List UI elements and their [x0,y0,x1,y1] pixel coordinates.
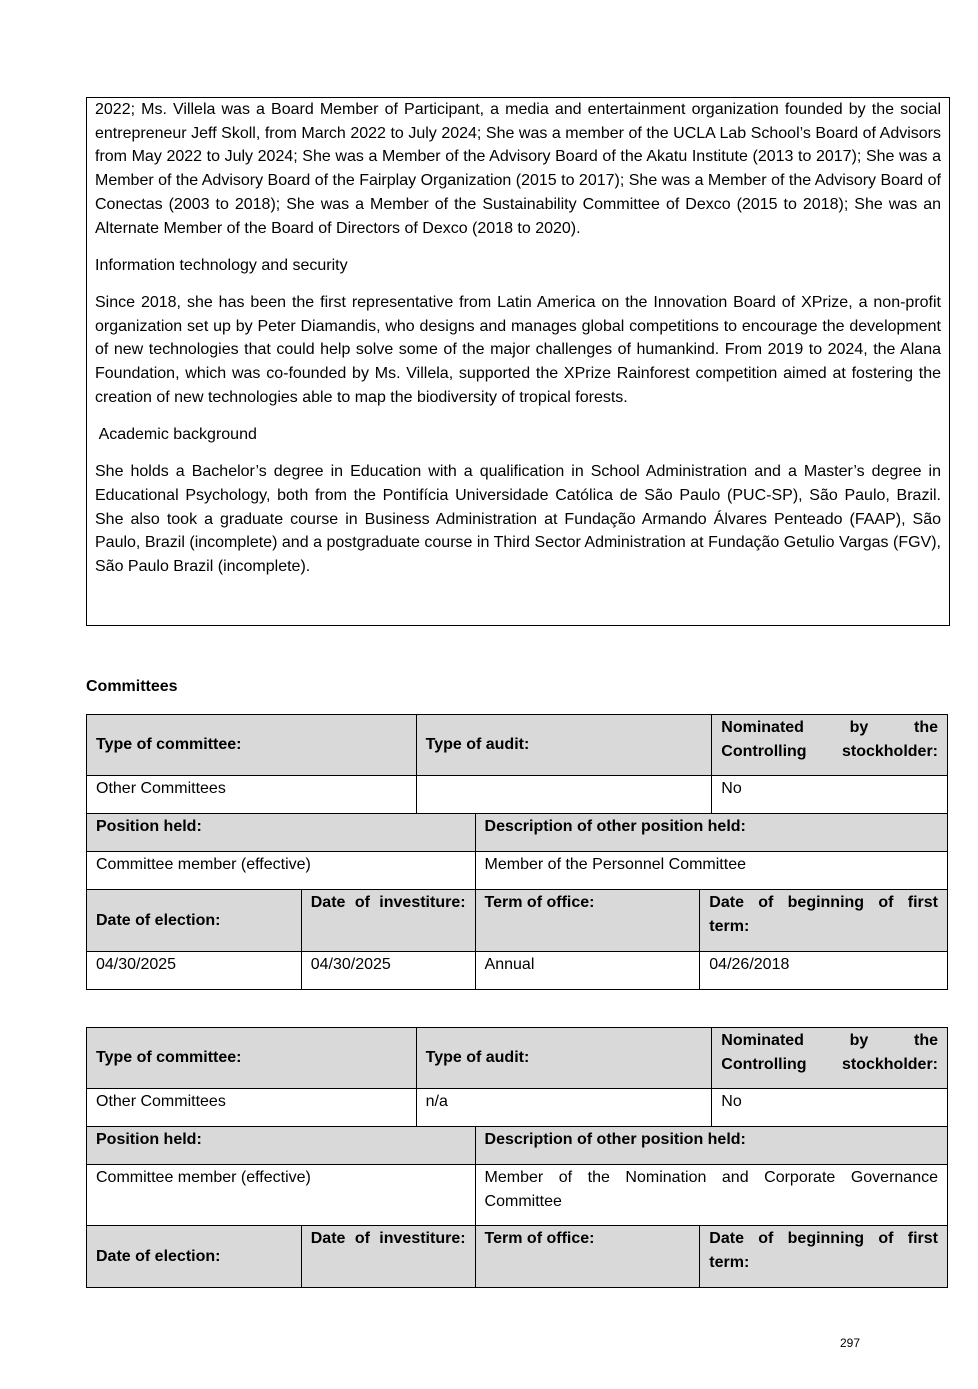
bio-paragraph: Since 2018, she has been the first representative from Latin America on the Innovation Board of XPrize, a non-profit organization set up by Peter Diamandis, who designs and manages global competitions to encourage the development of new technologies that could help solve some of the major challenges of humankind. From 2019 to 2024, the Alana Foundation, which was co-founded by Ms. Villela, supported the XPrize Rainforest competition aimed at fostering the creation of new technologies able to map the biodiversity of tropical forests. [95,293,941,406]
label-date-election: Date of election: [87,890,302,952]
label-description-other: Description of other position held: [476,814,948,852]
label-date-first-term: Date of beginning of first term: [700,1226,948,1288]
label-type-of-audit: Type of audit: [417,1027,713,1089]
value-position-held: Committee member (effective) [87,1165,476,1226]
bio-paragraph: She holds a Bachelor’s degree in Education with a qualification in School Administration and a Master’s degree in Educational Psychology, both from the Pontifícia Universidade Católica de São Paulo (PUC-SP), São Paulo, Brazil. She also took a graduate course in Business Administration at Fundação Armando Álvares Penteado (FAAP), São Paulo, Brazil (incomplete) and a postgraduate course in Third Sector Administration at Fundação Getulio Vargas (FGV), São Paulo Brazil (incomplete). [95,463,941,575]
value-term-of-office: Annual [476,952,701,990]
label-type-of-audit: Type of audit: [417,714,713,776]
label-type-of-committee: Type of committee: [87,714,417,776]
value-date-election: 04/30/2025 [87,952,302,990]
value-type-of-audit [417,776,713,814]
bio-subheading: Information technology and security [95,256,348,274]
value-date-first-term: 04/26/2018 [700,952,948,990]
label-position-held: Position held: [87,814,476,852]
committee-table [86,1027,948,1288]
label-position-held: Position held: [87,1127,476,1165]
label-date-first-term: Date of beginning of first term: [700,890,948,952]
label-type-of-committee: Type of committee: [87,1027,417,1089]
label-date-investiture: Date of investiture: [302,1226,476,1288]
value-nominated: No [712,1089,948,1127]
value-description-other: Member of the Nomination and Corporate Governance Committee [476,1165,948,1226]
biography-box [86,97,950,626]
label-date-investiture: Date of investiture: [302,890,476,952]
label-date-election: Date of election: [87,1226,302,1288]
value-nominated: No [712,776,948,814]
label-nominated: Nominated by the Controlling stockholder: [712,714,948,776]
committees-heading: Committees [86,678,178,695]
label-term-of-office: Term of office: [476,1226,701,1288]
bio-subheading: Academic background [95,425,257,443]
page-number: 297 [840,1336,861,1350]
value-position-held: Committee member (effective) [87,852,476,890]
value-type-of-audit: n/a [417,1089,713,1127]
label-description-other: Description of other position held: [476,1127,948,1165]
label-nominated: Nominated by the Controlling stockholder: [712,1027,948,1089]
value-type-of-committee: Other Committees [87,1089,417,1127]
value-date-investiture: 04/30/2025 [302,952,476,990]
bio-paragraph: 2022; Ms. Villela was a Board Member of Participant, a media and entertainment organization founded by the social entrepreneur Jeff Skoll, from March 2022 to July 2024; She was a member of the UCLA Lab School’s Board of Advisors from May 2022 to July 2024; She was a Member of the Advisory Board of the Akatu Institute (2013 to 2017); She was a Member of the Advisory Board of the Fairplay Organization (2015 to 2017); She was a Member of the Advisory Board of Conectas (2003 to 2018); She was a Member of the Sustainability Committee of Dexco (2015 to 2018); She was an Alternate Member of the Board of Directors of Dexco (2018 to 2020). [95,101,941,237]
value-description-other: Member of the Personnel Committee [476,852,948,890]
committee-table [86,714,948,990]
label-term-of-office: Term of office: [476,890,701,952]
value-type-of-committee: Other Committees [87,776,417,814]
